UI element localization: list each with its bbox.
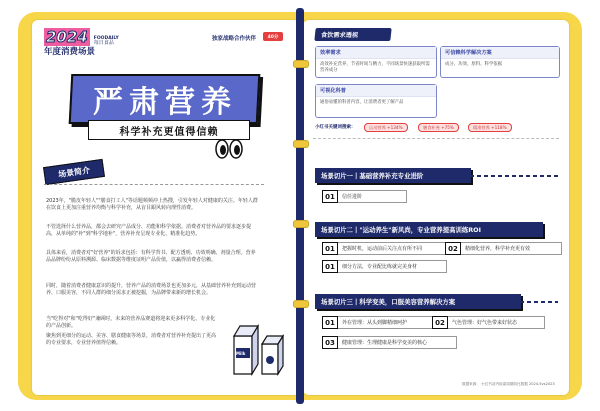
- decor-stripe: [520, 301, 558, 303]
- page-subtitle: 科学补充更值得信赖: [88, 120, 250, 140]
- item-number: 01: [322, 316, 338, 329]
- keyword-pill: 膳食补充 +75%: [418, 123, 459, 132]
- scene-item: [322, 190, 407, 203]
- report-logo: [44, 28, 119, 46]
- scene-item: [322, 260, 447, 273]
- item-text: 信任进阶: [338, 190, 407, 203]
- item-number: 02: [432, 316, 448, 329]
- item-text: 把握时机，运动前后关注点有所不同: [338, 242, 447, 255]
- brand-sub: 每日食品: [93, 40, 114, 46]
- need-box-visual: [315, 84, 437, 118]
- item-number: 03: [322, 336, 338, 349]
- item-number: 01: [322, 260, 338, 273]
- intro-paragraph: 2023年，"脆皮年轻人""膳食打工人"等话题频频冲上热搜，引发年轻人对健康的关注。年轻人群在饮食上更加注重营养均衡与科学补充，从盲目跟风转向理性消费。: [46, 198, 258, 211]
- intro-paragraph: 当"吃得对"和"吃得好"兼顾时，未来的营养品赛道将迎来更多科学化、专业化的产品创新。: [46, 316, 216, 329]
- intro-paragraph: 同时，随着消费者健康意识的提升，营养产品的消费场景也更加多元，从基础营养补充到运动营养、口服美容，不同人群的细分需求正被挖掘，为品牌带来新的增长机会。: [46, 283, 257, 296]
- need-box-efficiency: [315, 46, 437, 78]
- intro-tag: 场景简介: [43, 159, 105, 185]
- footer-source: [462, 382, 555, 387]
- binder-ring: [293, 220, 309, 228]
- footer-source-label: 数据来源：: [462, 382, 480, 386]
- scene-item: [445, 242, 562, 255]
- item-number: 01: [322, 242, 338, 255]
- need-box-title: 效率需求: [316, 47, 436, 59]
- need-box-body: 高效补充营养，节省时间与精力，不同场景快速获取所需营养成分: [320, 62, 430, 73]
- item-text: 外在管理：从头到脚精细呵护: [338, 316, 435, 329]
- title-banner: [69, 74, 261, 124]
- scene-slice-1-title: 场景切片一丨基础营养补充专业进阶: [315, 168, 471, 183]
- page-title: 严肃营养: [92, 85, 237, 120]
- scene-item: [322, 316, 435, 329]
- intro-paragraph: 具体来看，消费者对"好营养"的诉求包括：有科学背书、配方透明、功效明确、剂量合理。营养品品牌纷纷从原料溯源、临床数据等维度证明产品价值，以赢得消费者信赖。: [46, 250, 256, 263]
- binder-ring: [293, 140, 309, 148]
- scene-item: [322, 242, 447, 255]
- need-box-science: [440, 46, 560, 78]
- binder-ring: [293, 300, 309, 308]
- intro-paragraph: 不管选择什么营养品，都会去研究产品成分、功能和科学依据。消费者对营养品的要求逐步提高，从单纯的"补"到"科学地补"，营养补充呈现专业化、精准化趋势。: [46, 224, 252, 237]
- keyword-pill: 精准营养 +118%: [468, 123, 512, 132]
- needs-heading: 食饮需求透视: [314, 28, 391, 41]
- intro-paragraph: 聚焦到更细分的运动、美容、膳食健康等场景，消费者对营养补充提出了更高的专业要求，专业营养值得信赖。: [46, 333, 217, 346]
- need-box-body: 成分、功效、原料、科学依据: [445, 62, 503, 67]
- eyes-icon: [215, 138, 243, 160]
- item-text: 细分方法，专业配比练就完美身材: [338, 260, 447, 273]
- item-number: 01: [322, 190, 338, 203]
- item-text: 精细化营养，科学补充更有效: [461, 242, 562, 255]
- item-text: 健康管理：生理健康是科学变美的核心: [338, 336, 457, 349]
- need-box-title: 可视化科普: [316, 85, 436, 97]
- divider: [44, 184, 264, 185]
- partner-badge: 40分: [263, 32, 283, 41]
- keyword-label: 小红书关键词搜索：: [315, 125, 356, 130]
- scene-item: [322, 336, 457, 349]
- scene-slice-3-title: 场景切片三丨科学变美，口服美容营养解决方案: [315, 294, 521, 309]
- footer-source-text: 小红书站内检索周期同比数据 2024.5vs2023: [481, 382, 555, 386]
- year-label: 2024: [46, 28, 88, 46]
- need-box-body: 通俗易懂的科普内容，让消费者更了解产品: [320, 100, 404, 105]
- carton-label: Milk: [236, 351, 246, 356]
- item-number: 02: [445, 242, 461, 255]
- scene-item: [432, 316, 545, 329]
- keyword-pill: 运动营养 +134%: [364, 123, 408, 132]
- brand-top: FOODAILY: [93, 35, 119, 41]
- need-box-title: 可信赖科学解决方案: [441, 47, 559, 59]
- partner-label: 独家战略合作伙伴: [212, 36, 257, 42]
- item-text: 气色管理：好气色带来好状态: [448, 316, 545, 329]
- report-title: 年度消费场景: [44, 47, 96, 57]
- binder-ring: [293, 60, 309, 68]
- milk-carton-illustration: [228, 322, 286, 376]
- divider: [313, 138, 559, 139]
- scene-slice-2-title: 场景切片二丨"运动养生"新风尚，专业营养提高训练ROI: [315, 222, 543, 237]
- decor-stripe: [470, 175, 558, 177]
